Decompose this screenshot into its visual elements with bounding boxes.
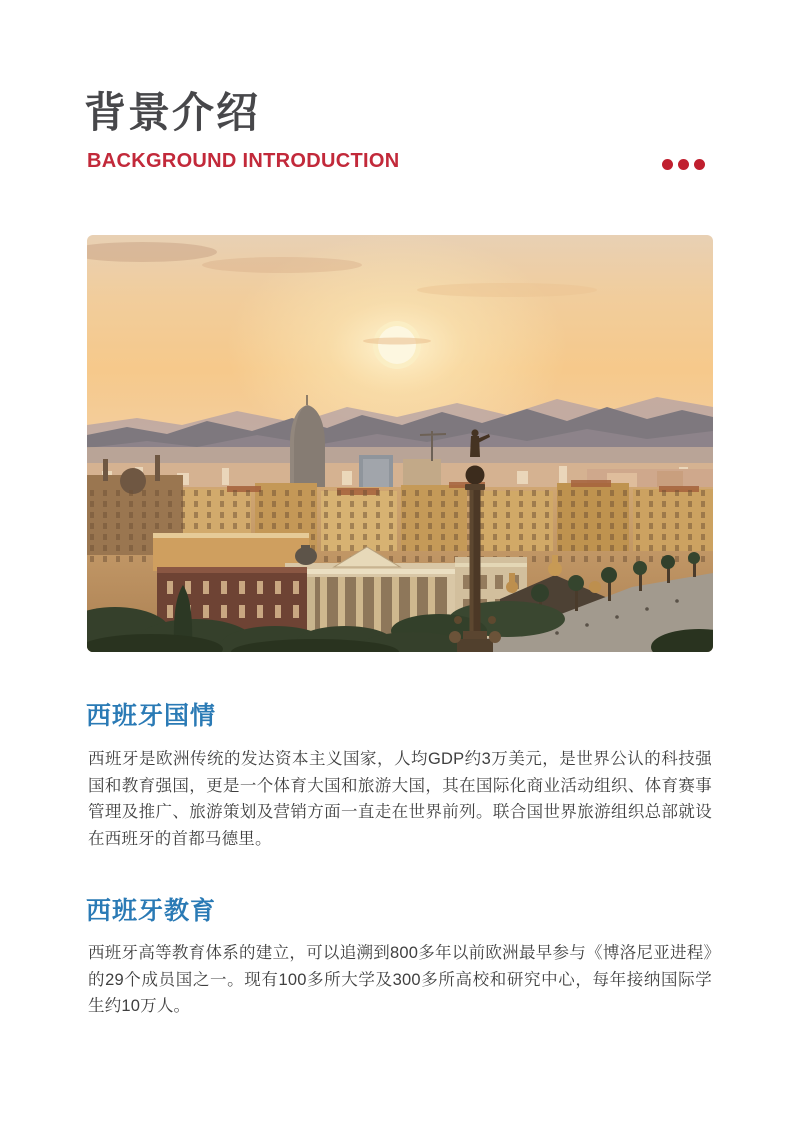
dot: [662, 159, 673, 170]
dot: [694, 159, 705, 170]
cityscape-illustration: [87, 235, 713, 652]
section-body-spain-education: 西班牙高等教育体系的建立，可以追溯到800多年以前欧洲最早参与《博洛尼亚进程》的29个成员国之一。现有100多所大学及300多所高校和研究中心，每年接纳国际学生约10万人。: [88, 944, 712, 1015]
dot: [678, 159, 689, 170]
barcelona-cityscape-photo: [87, 235, 713, 652]
page-subtitle: BACKGROUND INTRODUCTION: [87, 150, 400, 172]
section-heading-spain-overview: 西班牙国情: [86, 702, 217, 730]
page-title: 背景介绍: [84, 89, 261, 136]
section-heading-spain-education: 西班牙教育: [86, 897, 217, 925]
section-body-spain-overview: 西班牙是欧洲传统的发达资本主义国家，人均GDP约3万美元，是世界公认的科技强国和教育强国，更是一个体育大国和旅游大国，其在国际化商业活动组织、体育赛事管理及推广、旅游策划及营销方面一直走在世界前列。联合国世界旅游组织总部就设在西班牙的首都马德里。: [88, 750, 712, 848]
three-dots-icon: [662, 159, 705, 170]
